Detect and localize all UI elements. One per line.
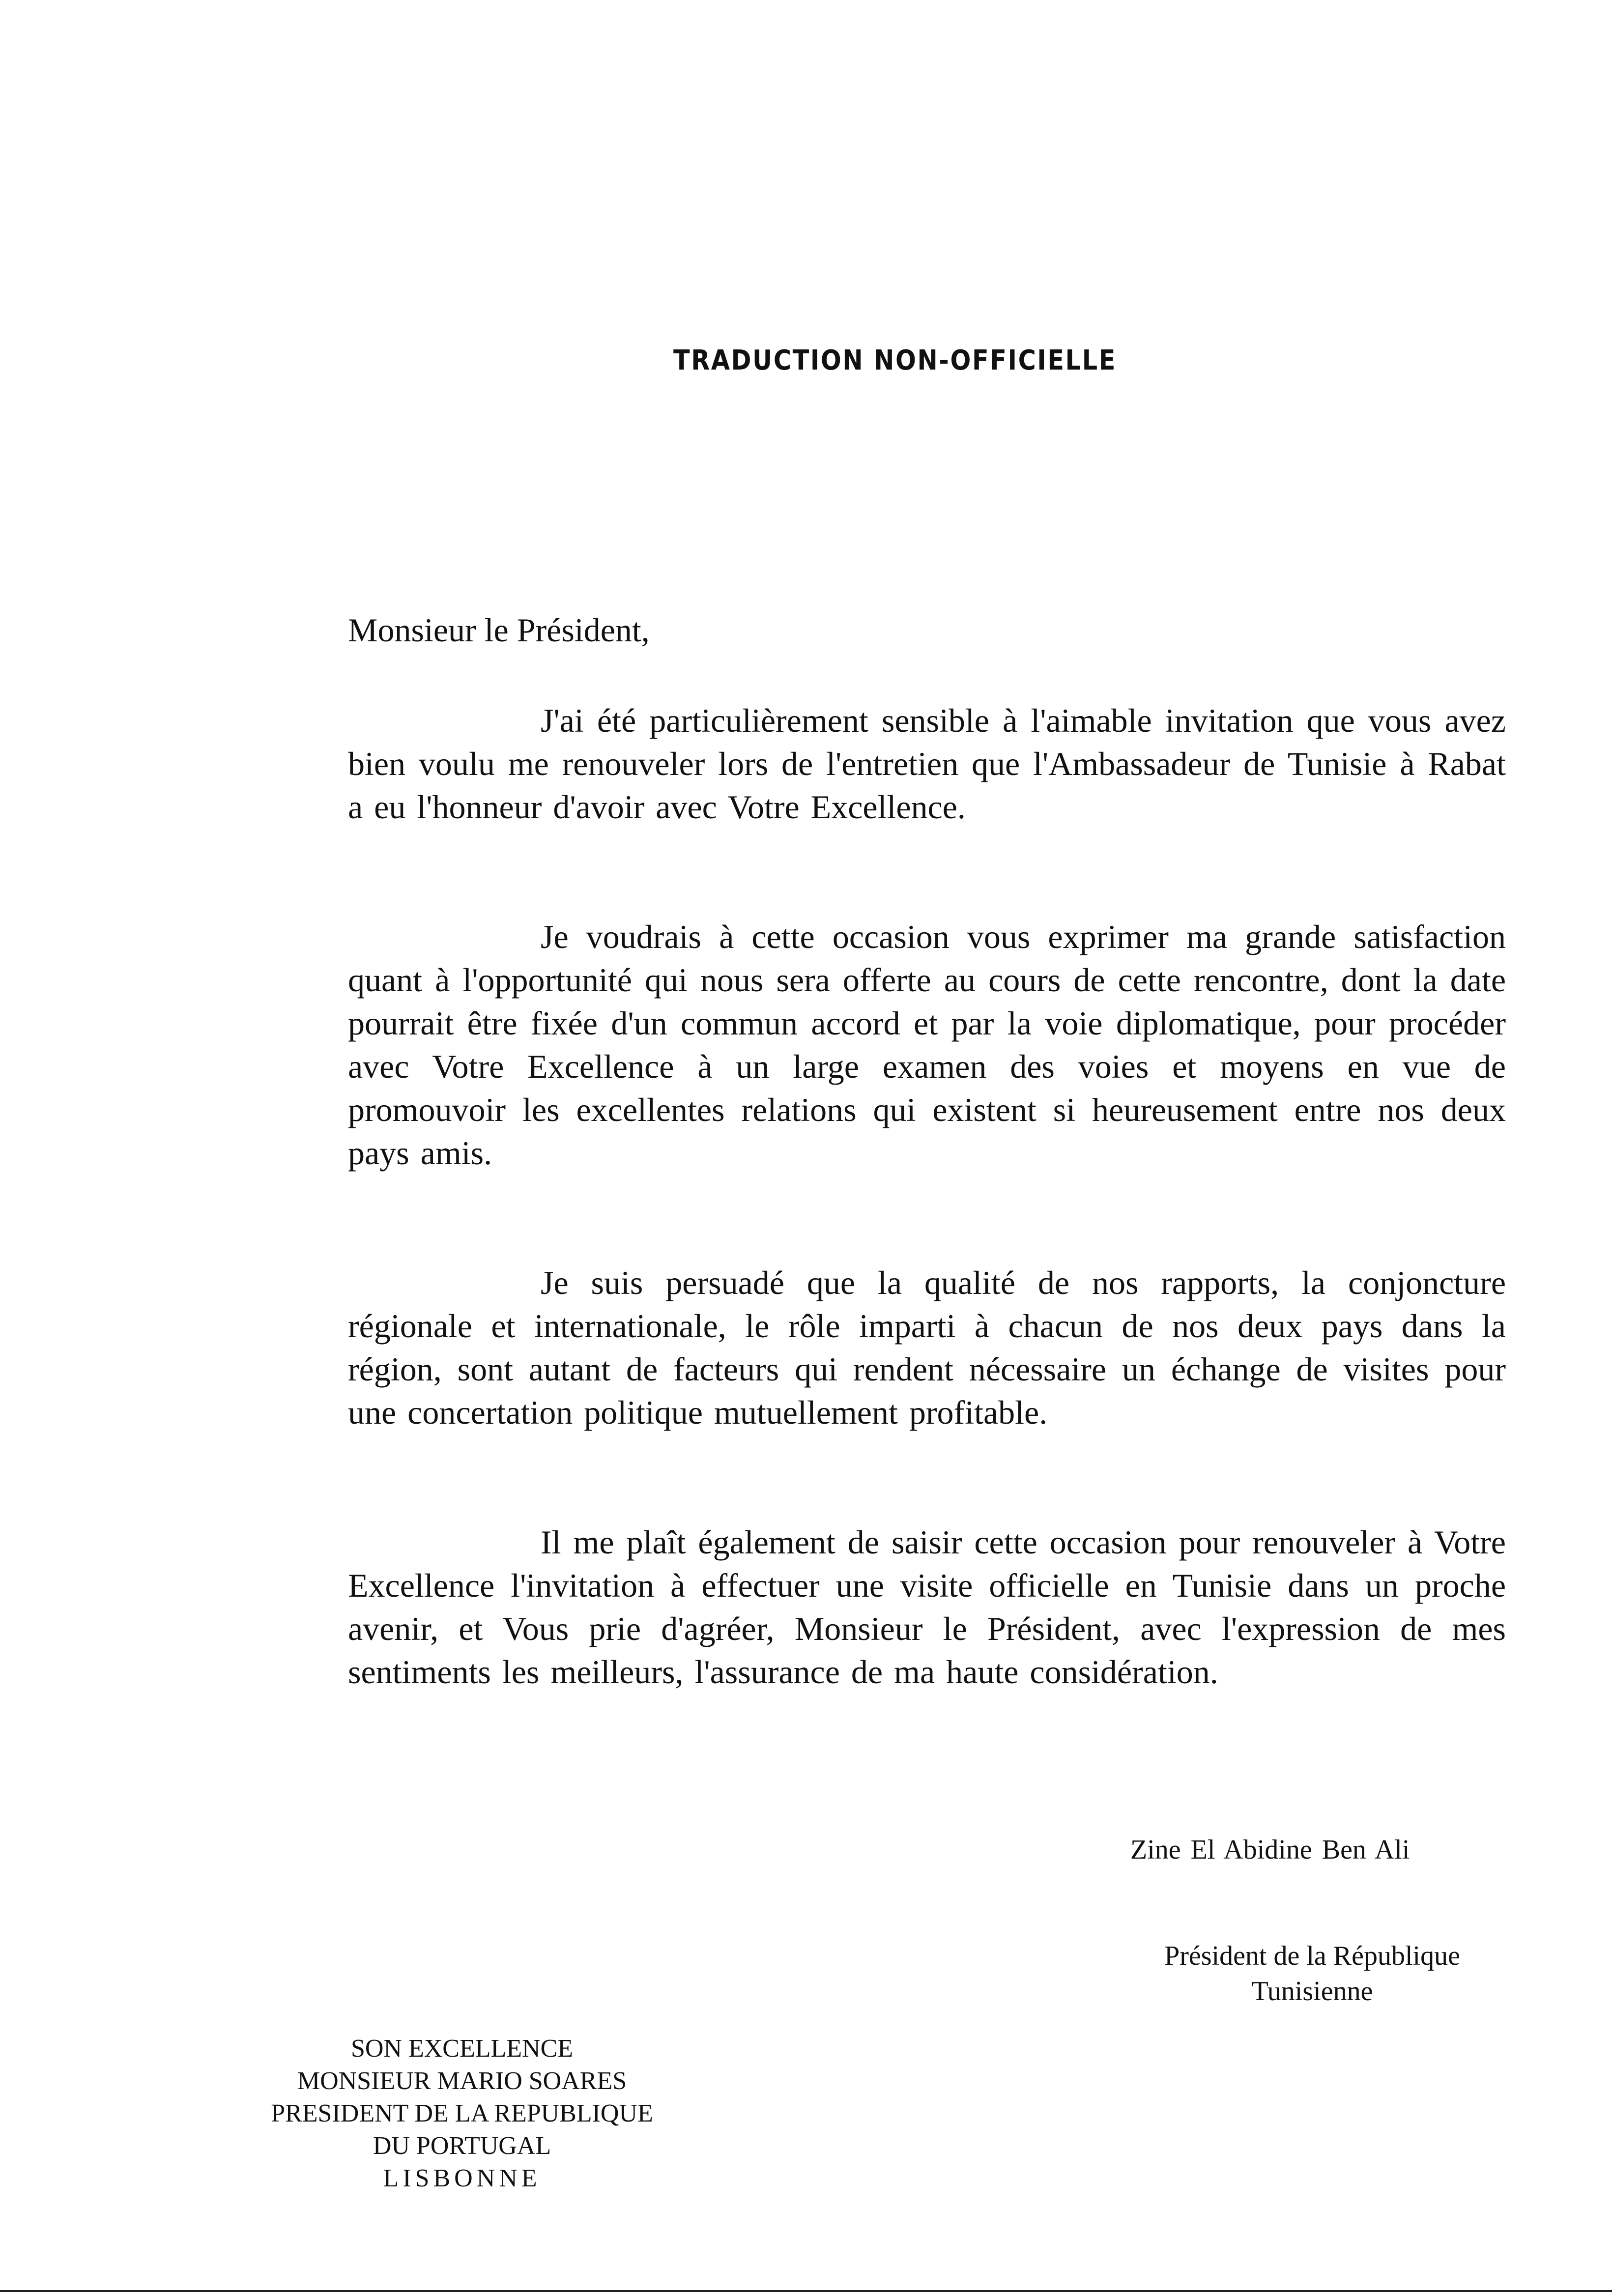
addressee-block	[206, 2033, 718, 2195]
body-paragraph-1: J'ai été particulièrement sensible à l'aimable invitation que vous avez bien voulu me renouveler lors de l'entretien que l'Ambassadeur de Tunisie à Rabat a eu l'honneur d'avoir avec Votre Excellence.	[348, 702, 1506, 826]
addressee-line-1: SON EXCELLENCE	[350, 2035, 574, 2063]
addressee-line-3: PRESIDENT DE LA REPUBLIQUE	[271, 2099, 653, 2127]
document-heading: TRADUCTION NON-OFFICIELLE	[673, 344, 1117, 376]
body-paragraph-3: Je suis persuadé que la qualité de nos rapports, la conjoncture régionale et internationale, le rôle imparti à chacun de nos deux pays dans la région, sont autant de facteurs qui rendent nécessaire un échange de visites pour une concertation politique mutuellement profitable.	[348, 1264, 1506, 1431]
addressee-line-2: MONSIEUR MARIO SOARES	[297, 2067, 627, 2095]
body-paragraph-2: Je voudrais à cette occasion vous exprimer ma grande satisfaction quant à l'opportunité qui nous sera offerte au cours de cette rencontre, dont la date pourrait être fixée d'un commun accord et par la voie diplomatique, pour procéder avec Votre Excellence à un large examen des voies et moyens en vue de promouvoir les excellentes relations qui existent si heureusement entre nos deux pays amis.	[348, 918, 1506, 1172]
signatory-title-line-2: Tunisienne	[1251, 1976, 1373, 2007]
addressee-line-4: DU PORTUGAL	[373, 2132, 551, 2160]
body-paragraph-4: Il me plaît également de saisir cette occasion pour renouveler à Votre Excellence l'invitation à effectuer une visite officielle en Tunisie dans un proche avenir, et Vous prie d'agréer, Monsieur le Président, avec l'expression de mes sentiments les meilleurs, l'assurance de ma haute considération.	[348, 1523, 1506, 1691]
signatory-title	[1121, 1938, 1504, 2009]
salutation: Monsieur le Président,	[348, 611, 650, 649]
addressee-city: LISBONNE	[383, 2164, 541, 2192]
signatory-title-line-1: Président de la République	[1164, 1941, 1460, 1971]
page-bottom-rule	[0, 2290, 1612, 2292]
signatory-name: Zine El Abidine Ben Ali	[1130, 1835, 1410, 1865]
